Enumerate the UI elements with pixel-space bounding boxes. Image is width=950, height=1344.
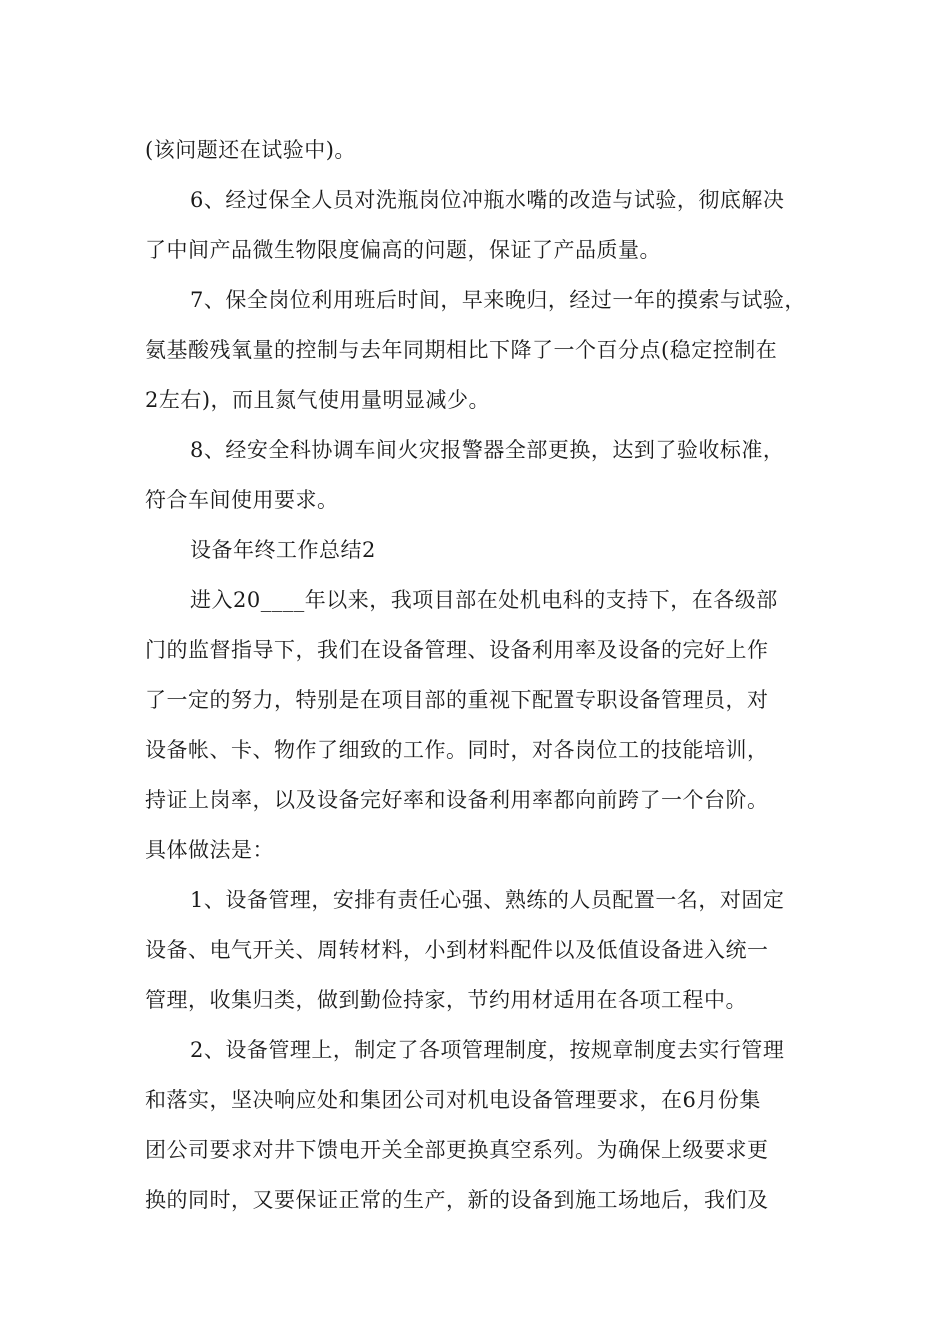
text-line: (该问题还在试验中)。 — [145, 138, 356, 162]
text-line: 进入20____年以来，我项目部在处机电科的支持下，在各级部 — [190, 588, 778, 612]
text-line: 持证上岗率，以及设备完好率和设备利用率都向前跨了一个台阶。 — [145, 788, 769, 812]
text-line: 换的同时，又要保证正常的生产，新的设备到施工场地后，我们及 — [145, 1188, 769, 1212]
text-line: 了中间产品微生物限度偏高的问题，保证了产品质量。 — [145, 238, 661, 262]
text-line: 2左右)，而且氮气使用量明显减少。 — [145, 388, 491, 412]
text-line: 门的监督指导下，我们在设备管理、设备利用率及设备的完好上作 — [145, 638, 769, 662]
text-line: 8、经安全科协调车间火灾报警器全部更换，达到了验收标准， — [190, 438, 785, 462]
text-line: 6、经过保全人员对洗瓶岗位冲瓶水嘴的改造与试验，彻底解决 — [190, 188, 785, 212]
text-line: 管理，收集归类，做到勤俭持家，节约用材适用在各项工程中。 — [145, 988, 747, 1012]
text-line: 设备、电气开关、周转材料，小到材料配件以及低值设备进入统一 — [145, 938, 769, 962]
text-line: 1、设备管理，安排有责任心强、熟练的人员配置一名，对固定 — [190, 888, 785, 912]
text-line: 2、设备管理上，制定了各项管理制度，按规章制度去实行管理 — [190, 1038, 785, 1062]
text-line: 团公司要求对井下馈电开关全部更换真空系列。为确保上级要求更 — [145, 1138, 769, 1162]
text-line: 和落实，坚决响应处和集团公司对机电设备管理要求，在6月份集 — [145, 1088, 761, 1112]
text-line: 了一定的努力，特别是在项目部的重视下配置专职设备管理员，对 — [145, 688, 769, 712]
section-heading: 设备年终工作总结2 — [190, 538, 376, 562]
text-line: 氨基酸残氧量的控制与去年同期相比下降了一个百分点(稳定控制在 — [145, 338, 778, 362]
text-line: 7、保全岗位利用班后时间，早来晚归，经过一年的摸索与试验， — [190, 288, 806, 312]
text-line: 具体做法是： — [145, 838, 274, 862]
text-line: 设备帐、卡、物作了细致的工作。同时，对各岗位工的技能培训， — [145, 738, 769, 762]
text-line: 符合车间使用要求。 — [145, 488, 339, 512]
